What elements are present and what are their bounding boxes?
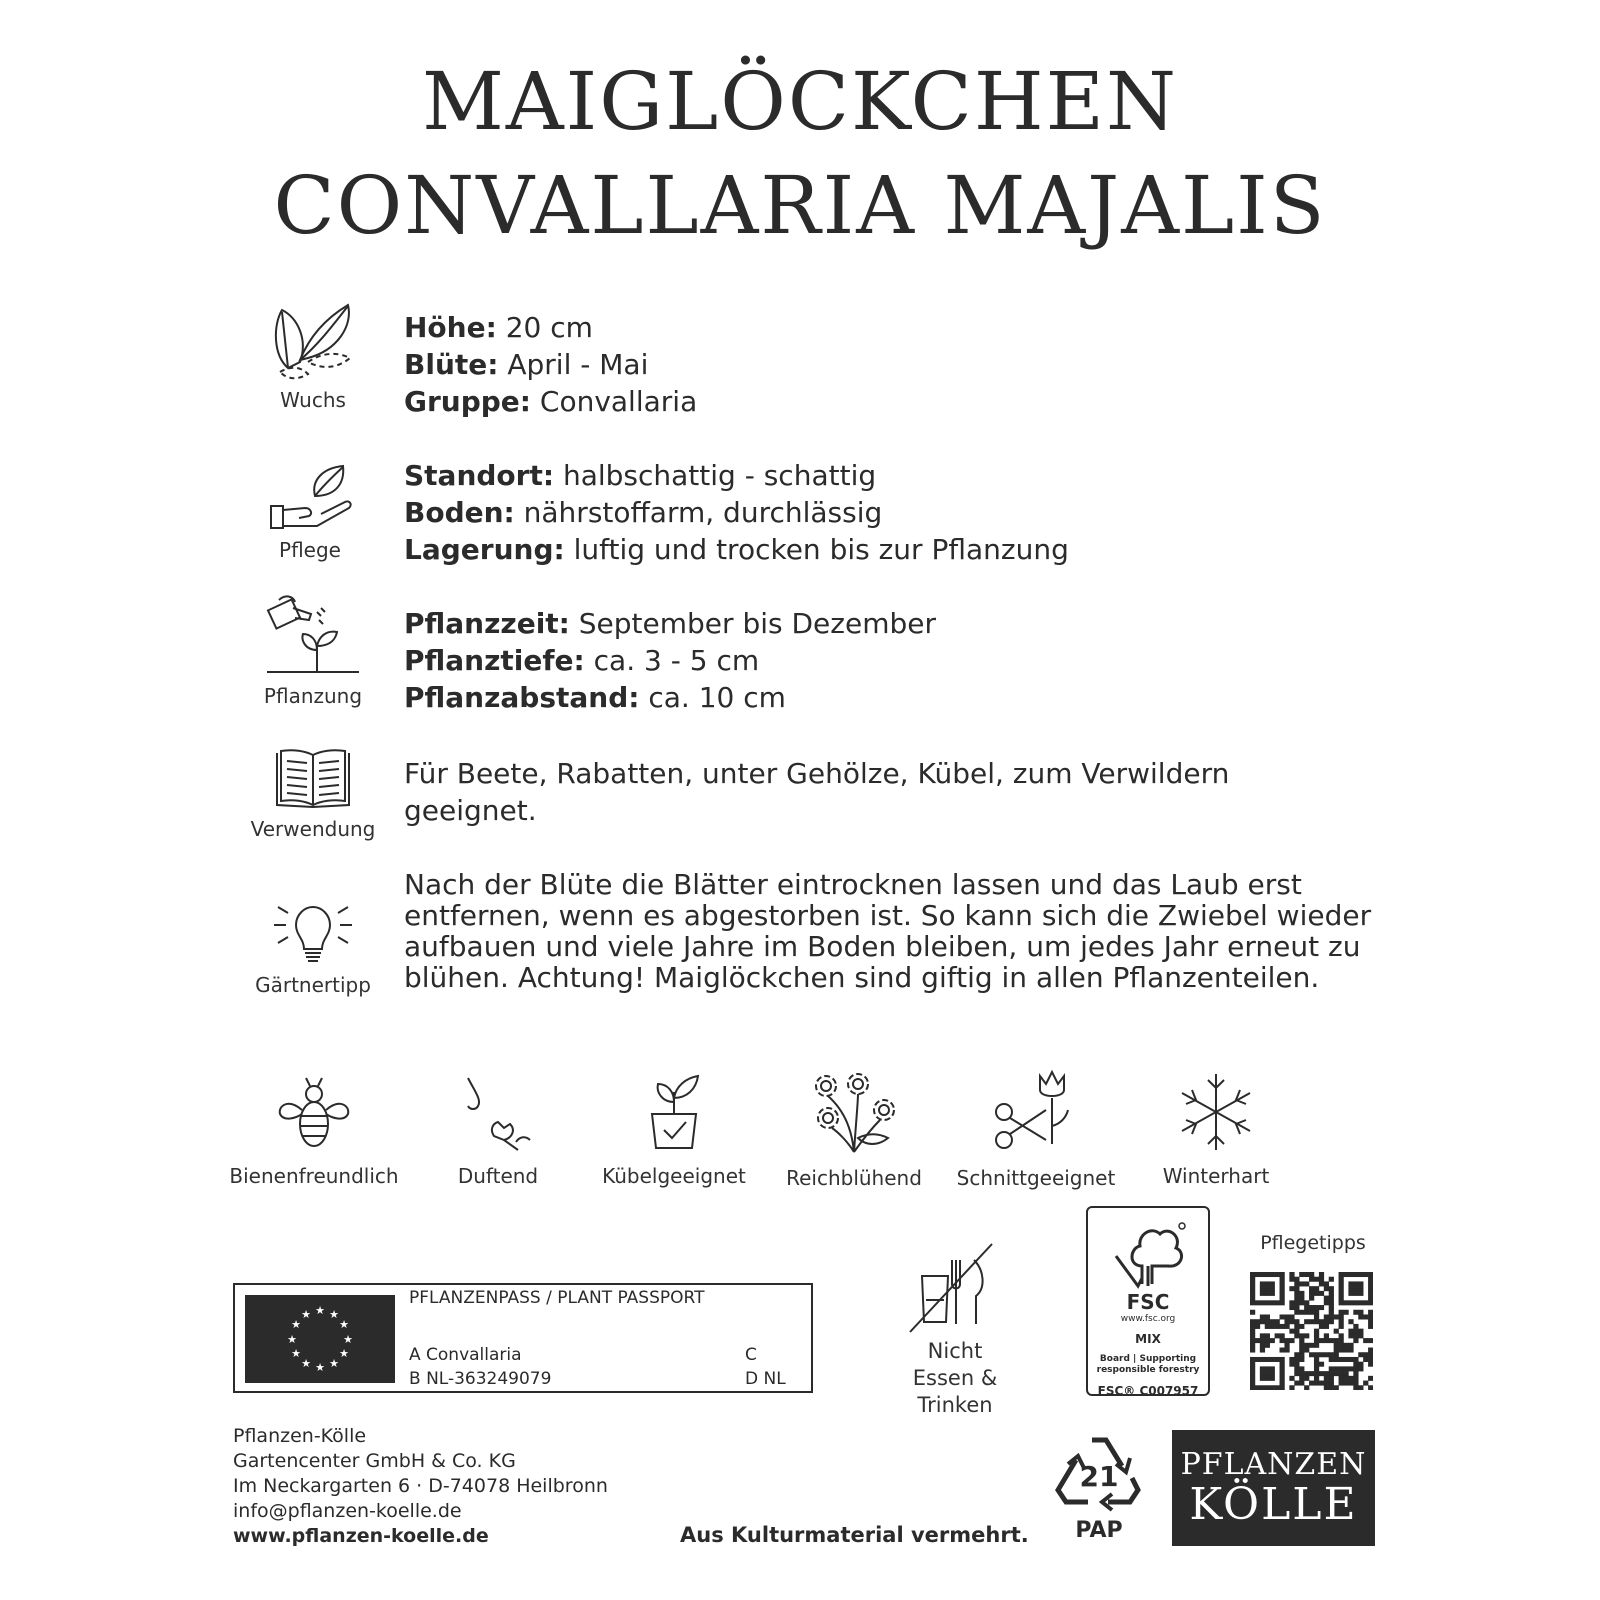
pflege-info <box>404 457 1404 568</box>
passport-field-a: A Convallaria <box>409 1345 522 1365</box>
fsc-label <box>1086 1206 1210 1396</box>
fsc-name: FSC <box>1126 1290 1170 1314</box>
svg-text:★: ★ <box>329 1308 339 1321</box>
feature-label: Schnittgeeignet <box>956 1166 1116 1190</box>
gaertnertipp-info <box>404 869 1404 993</box>
feature-label: Duftend <box>457 1164 539 1188</box>
pflanzen-koelle-logo <box>1172 1430 1375 1546</box>
pflege-section-icon <box>235 462 385 562</box>
svg-text:★: ★ <box>329 1357 339 1370</box>
tip-line-4: blühen. Achtung! Maiglöckchen sind giftig in allen Pflanzenteilen. <box>404 961 1320 994</box>
address-line1: Pflanzen-Kölle <box>233 1425 367 1447</box>
eu-flag-icon <box>245 1295 395 1383</box>
info-line-planting-time: Pflanzzeit: September bis Dezember <box>404 607 936 640</box>
fsc-claim-line1: Board | Supporting <box>1099 1354 1197 1364</box>
feature-fragrant <box>408 1076 588 1188</box>
fsc-code: FSC® C007957 <box>1097 1384 1199 1398</box>
feature-cut-suitable <box>946 1068 1126 1190</box>
feature-label: Bienenfreundlich <box>229 1164 399 1188</box>
info-line-planting-depth: Pflanztiefe: ca. 3 - 5 cm <box>404 644 760 677</box>
book-icon <box>273 747 353 811</box>
logo-line1: PFLANZEN <box>1180 1447 1367 1482</box>
info-line-height: Höhe: 20 cm <box>404 311 593 344</box>
verwendung-info <box>404 755 1404 829</box>
pflanzung-section-icon <box>238 594 388 708</box>
info-line-group: Gruppe: Convallaria <box>404 385 698 418</box>
no-eating-icon <box>900 1240 1010 1334</box>
svg-text:★: ★ <box>291 1318 301 1331</box>
gaertnertipp-label: Gärtnertipp <box>255 973 371 997</box>
bee-icon <box>276 1076 352 1152</box>
feature-label: Reichblühend <box>786 1166 922 1190</box>
pflanzung-info <box>404 605 1404 716</box>
lightbulb-icon <box>268 895 358 967</box>
scissors-tulip-icon <box>990 1068 1082 1154</box>
feature-pot-suitable <box>584 1072 764 1188</box>
usage-text-line1: Für Beete, Rabatten, unter Gehölze, Kübel, zum Verwildern <box>404 757 1230 790</box>
feature-winter-hardy <box>1126 1072 1306 1188</box>
passport-field-b: B NL-363249079 <box>409 1369 552 1389</box>
svg-text:★: ★ <box>343 1333 353 1346</box>
leaves-icon <box>268 300 358 382</box>
address-line2: Gartencenter GmbH & Co. KG <box>233 1450 516 1472</box>
wuchs-info <box>404 309 1404 420</box>
info-line-location: Standort: halbschattig - schattig <box>404 459 877 492</box>
tip-line-1: Nach der Blüte die Blätter eintrocknen lassen und das Laub erst <box>404 868 1302 901</box>
company-address <box>233 1424 608 1549</box>
address-website[interactable]: www.pflanzen-koelle.de <box>233 1525 489 1547</box>
passport-heading: PFLANZENPASS / PLANT PASSPORT <box>409 1288 705 1308</box>
warning-line2: Essen & Trinken <box>912 1366 998 1417</box>
tip-line-2: entfernen, wenn es abgestorben ist. So kann sich die Zwiebel wieder <box>404 899 1372 932</box>
fsc-tree-logo-icon <box>1108 1218 1188 1294</box>
gaertnertipp-section-icon <box>238 895 388 997</box>
flowers-icon <box>808 1072 900 1154</box>
nose-flower-icon <box>460 1076 536 1152</box>
feature-bee-friendly <box>224 1076 404 1188</box>
page-title-common-name: MAIGLÖCKCHEN <box>421 55 1179 148</box>
logo-line2: KÖLLE <box>1189 1479 1358 1530</box>
svg-text:★: ★ <box>315 1304 325 1317</box>
fsc-mix: MIX <box>1135 1332 1161 1346</box>
fsc-claim-line2: responsible forestry <box>1096 1365 1200 1375</box>
pot-plant-icon <box>636 1072 712 1152</box>
warning-line1: Nicht <box>927 1339 983 1363</box>
recycling-code: PAP <box>1075 1518 1123 1543</box>
tip-line-3: aufbauen und viele Jahre im Boden bleiben, um jedes Jahr erneut zu <box>404 930 1361 963</box>
recycling-symbol <box>1052 1432 1146 1548</box>
pflanzung-label: Pflanzung <box>263 684 363 708</box>
svg-text:★: ★ <box>301 1308 311 1321</box>
svg-text:★: ★ <box>301 1357 311 1370</box>
passport-field-c: C <box>745 1345 757 1365</box>
wuchs-section-icon <box>238 300 388 412</box>
svg-text:★: ★ <box>339 1318 349 1331</box>
info-line-bloom: Blüte: April - Mai <box>404 348 649 381</box>
address-line3: Im Neckargarten 6 · D-74078 Heilbronn <box>233 1475 608 1497</box>
wuchs-label: Wuchs <box>280 388 346 412</box>
pflege-label: Pflege <box>279 538 341 562</box>
passport-field-d: D NL <box>745 1369 786 1389</box>
snowflake-icon <box>1176 1072 1256 1152</box>
feature-label: Kübelgeeignet <box>602 1164 746 1188</box>
verwendung-label: Verwendung <box>250 817 376 841</box>
feature-rich-flowering <box>764 1072 944 1190</box>
svg-text:★: ★ <box>339 1347 349 1360</box>
info-line-soil: Boden: nährstoffarm, durchlässig <box>404 496 883 529</box>
info-line-storage: Lagerung: luftig und trocken bis zur Pflanzung <box>404 533 1069 566</box>
address-email[interactable]: info@pflanzen-koelle.de <box>233 1500 462 1522</box>
plant-passport <box>233 1283 813 1393</box>
no-eat-drink-warning <box>880 1240 1030 1419</box>
eu-stars-icon <box>245 1295 395 1383</box>
hand-leaf-icon <box>265 462 355 532</box>
feature-label: Winterhart <box>1162 1164 1270 1188</box>
svg-text:★: ★ <box>287 1333 297 1346</box>
fsc-url: www.fsc.org <box>1120 1314 1176 1324</box>
usage-text-line2: geeignet. <box>404 794 537 827</box>
info-line-planting-distance: Pflanzabstand: ca. 10 cm <box>404 681 786 714</box>
qr-code[interactable] <box>1250 1272 1373 1390</box>
qr-label: Pflegetipps <box>1260 1232 1366 1254</box>
watering-can-icon <box>265 594 361 678</box>
svg-text:★: ★ <box>291 1347 301 1360</box>
page-title-botanical-name: CONVALLARIA MAJALIS <box>273 159 1327 252</box>
verwendung-section-icon <box>238 747 388 841</box>
recycling-number: 21 <box>1079 1460 1119 1493</box>
qr-code-icon <box>1250 1272 1373 1390</box>
svg-text:★: ★ <box>315 1361 325 1374</box>
propagation-note: Aus Kulturmaterial vermehrt. <box>680 1523 1029 1547</box>
